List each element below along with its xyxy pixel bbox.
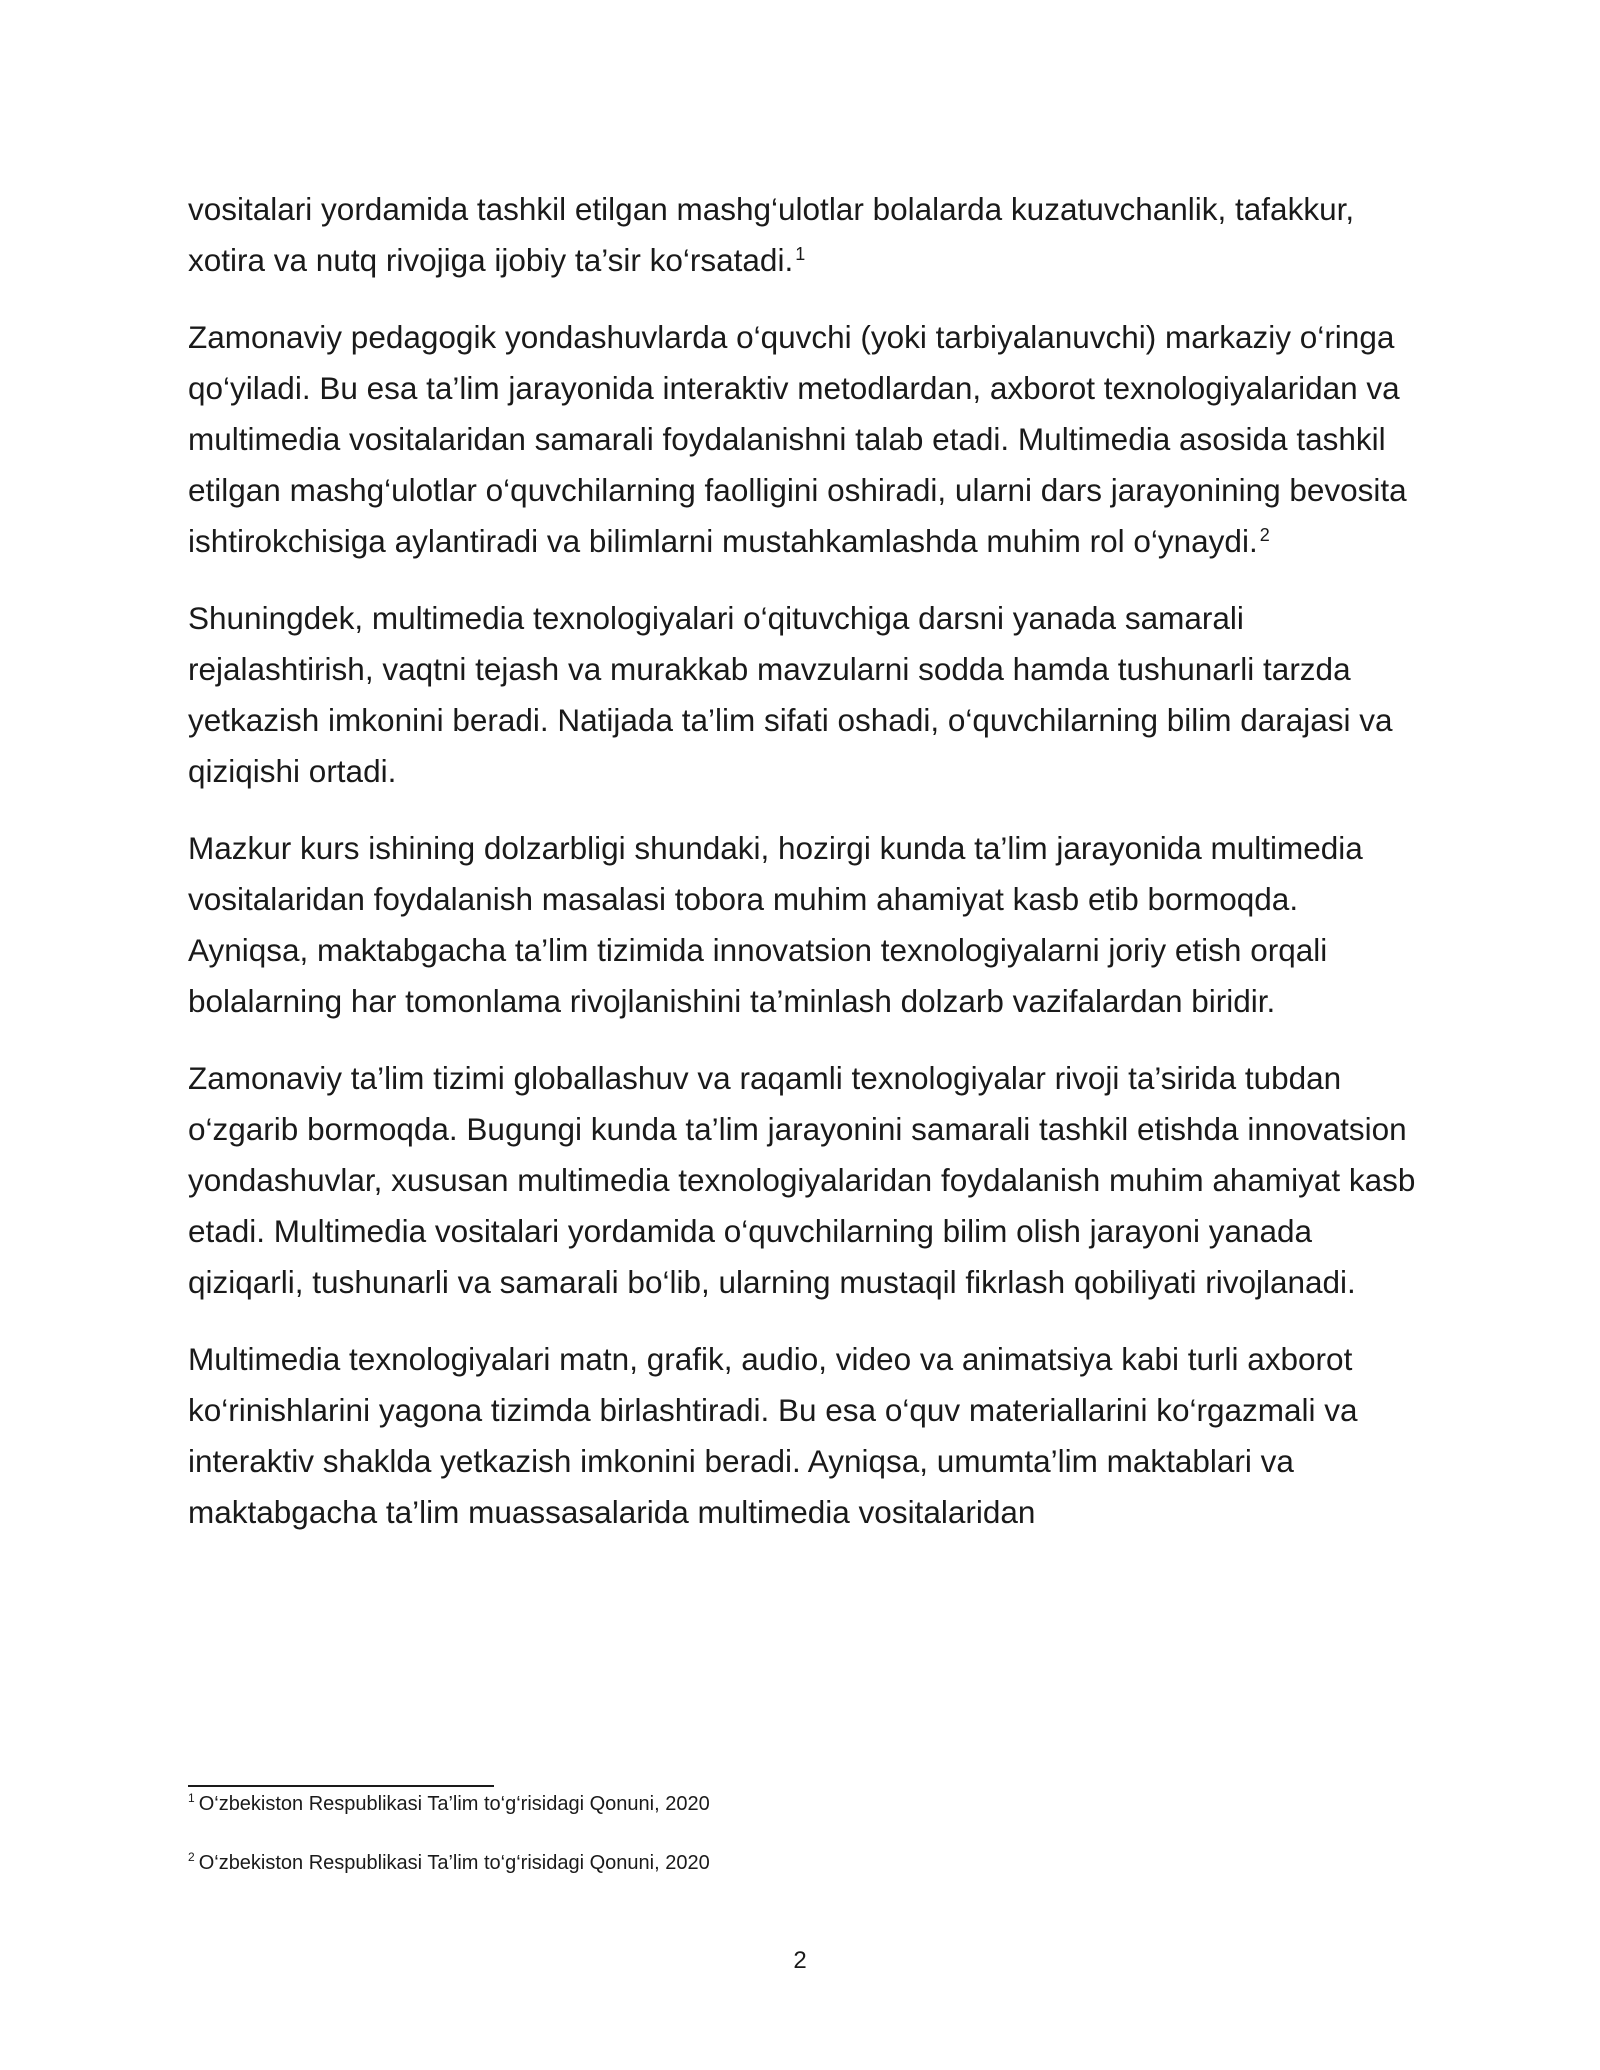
body-text (188, 184, 1420, 1564)
paragraph-2 (188, 312, 1420, 567)
paragraph-3 (188, 593, 1420, 797)
paragraph-4 (188, 823, 1420, 1027)
footnote-separator (188, 1785, 494, 1787)
footnote-2-number: 2 (188, 1850, 195, 1865)
footnote-ref-1[interactable]: 1 (795, 243, 806, 264)
footnote-2 (188, 1849, 1288, 1877)
paragraph-6 (188, 1334, 1420, 1538)
paragraph-1 (188, 184, 1420, 286)
paragraph-1-text: vositalari yordamida tashkil etilgan mashg‘ulotlar bolalarda kuzatuvchanlik, tafakkur, xotira va nutq rivojiga ijobiy ta’sir ko‘rsatadi. (188, 191, 1355, 278)
footnote-ref-2[interactable]: 2 (1259, 524, 1270, 545)
footnote-1-number: 1 (188, 1791, 195, 1806)
footnotes (188, 1790, 1288, 1908)
footnote-2-text: O‘zbekiston Respublikasi Ta’lim to‘g‘risidagi Qonuni, 2020 (198, 1852, 710, 1874)
paragraph-5-text: Zamonaviy ta’lim tizimi globallashuv va raqamli texnologiyalar rivoji ta’sirida tubdan o‘zgarib bormoqda. Bugungi kunda ta’lim jarayonini samarali tashkil etishda innovatsion yondashuvlar, xususan multimedia texnologiyalaridan foydalanish muhim ahamiyat kasb etadi. Multimedia vositalari yordamida o‘quvchilarning bilim olish jarayoni yanada qiziqarli, tushunarli va samarali bo‘lib, ularning mustaqil fikrlash qobiliyati rivojlanadi. (188, 1060, 1416, 1300)
footnote-1-text: O‘zbekiston Respublikasi Ta’lim to‘g‘risidagi Qonuni, 2020 (198, 1793, 710, 1815)
paragraph-4-text: Mazkur kurs ishining dolzarbligi shundaki, hozirgi kunda ta’lim jarayonida multimedia vositalaridan foydalanish masalasi tobora muhim ahamiyat kasb etib bormoqda. Ayniqsa, maktabgacha ta’lim tizimida innovatsion texnologiyalarni joriy etish orqali bolalarning har tomonlama rivojlanishini ta’minlash dolzarb vazifalardan biridir. (188, 830, 1363, 1019)
page-number: 2 (793, 1947, 807, 1974)
paragraph-6-text: Multimedia texnologiyalari matn, grafik, audio, video va animatsiya kabi turli axborot ko‘rinishlarini yagona tizimda birlashtiradi. Bu esa o‘quv materiallarini ko‘rgazmali va interaktiv shaklda yetkazish imkonini beradi. Ayniqsa, umumta’lim maktablari va maktabgacha ta’lim muassasalarida multimedia vositalaridan (188, 1341, 1358, 1530)
footnote-1 (188, 1790, 1288, 1818)
paragraph-5 (188, 1053, 1420, 1308)
paragraph-3-text: Shuningdek, multimedia texnologiyalari o‘qituvchiga darsni yanada samarali rejalashtirish, vaqtni tejash va murakkab mavzularni sodda hamda tushunarli tarzda yetkazish imkonini beradi. Natijada ta’lim sifati oshadi, o‘quvchilarning bilim darajasi va qiziqishi ortadi. (188, 600, 1393, 789)
paragraph-2-text: Zamonaviy pedagogik yondashuvlarda o‘quvchi (yoki tarbiyalanuvchi) markaziy o‘ringa qo‘yiladi. Bu esa ta’lim jarayonida interaktiv metodlardan, axborot texnologiyalaridan va multimedia vositalaridan samarali foydalanishni talab etadi. Multimedia asosida tashkil etilgan mashg‘ulotlar o‘quvchilarning faolligini oshiradi, ularni dars jarayonining bevosita ishtirokchisiga aylantiradi va bilimlarni mustahkamlashda muhim rol o‘ynaydi. (188, 319, 1407, 559)
